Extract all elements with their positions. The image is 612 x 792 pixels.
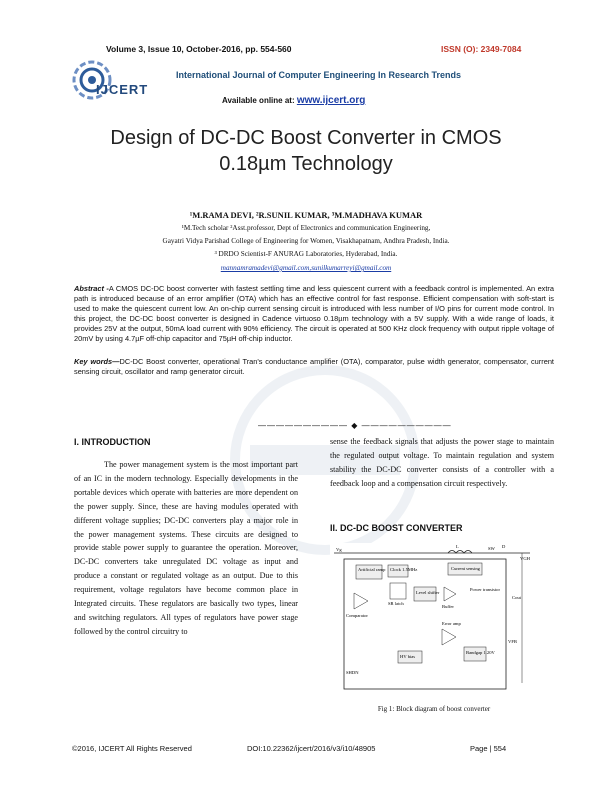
abstract xyxy=(74,284,554,344)
footer-page: Page | 554 xyxy=(470,744,507,753)
label-buffer: Buffer xyxy=(442,604,454,609)
label-power-transistor: Power transistor xyxy=(470,587,500,592)
keywords-text: DC-DC Boost converter, operational Tran's conductance amplifier (OTA), comparator, pulse width generator, compensator, current sensing circuit, oscillator and ramp generator circuit. xyxy=(74,357,554,376)
authors: ¹M.RAMA DEVI, ²R.SUNIL KUMAR, ³M.MADHAVA KUMAR xyxy=(189,210,423,220)
right-column-body xyxy=(330,435,554,491)
label-shdn: SHDN xyxy=(346,670,359,675)
intro-body xyxy=(74,458,298,639)
label-sr-latch: SR latch xyxy=(388,601,404,606)
volume-info: Volume 3, Issue 10, October-2016, pp. 554-560 xyxy=(106,44,292,54)
label-d: D xyxy=(502,544,506,549)
boost-converter-block-diagram xyxy=(330,543,538,703)
intro-heading: I. INTRODUCTION xyxy=(74,437,151,447)
abstract-label: Abstract - xyxy=(74,284,109,293)
label-vg: Vg xyxy=(336,547,342,552)
available-online xyxy=(222,95,365,106)
label-vfb: VFB xyxy=(508,639,517,644)
label-sw: SW xyxy=(488,546,495,551)
label-comparator: Comparator xyxy=(346,613,368,618)
journal-name: International Journal of Computer Engineering In Research Trends xyxy=(176,70,462,80)
affiliation-3: ³ DRDO Scientist-F ANURAG Laboratories, Hyderabad, India. xyxy=(214,250,398,258)
label-clock: Clock 1.5MHz xyxy=(390,567,418,572)
abstract-text: A CMOS DC-DC boost converter with fastest settling time and less quiescent current with a feedback control is implemented. An extra path is introduced because of an error amplifier (OTA) which has an effective control for fast response. Efficient compensation with soft-start is used to make the quiescent current low. An on-chip current sensing circuit is introduced with less number of I/O pins for current mode control. In this project, the DC-DC boost converter is designed in Cadence virtuoso 0.18µm technology with a 5V supply. With a wide range of loads, it provides 25V at the output, 50mA load current with 90% efficiency. The circuit is operated at 500 KHz clock frequency with output ripple voltage of 20mV by using 4.7µF off-chip capacitor and 75µH off-chip inductor. xyxy=(74,284,555,343)
title-line-1: Design of DC-DC Boost Converter in CMOS xyxy=(110,127,502,149)
label-vgh-out: VGH xyxy=(520,556,530,561)
right-paragraph: sense the feedback signals that adjusts the power stage to maintain the regulated output voltage. To maintain regulation and system stability the DC-DC converter consists of a controller with a feedback loop and a compensation circuit respectively. xyxy=(330,437,554,488)
available-label: Available online at: xyxy=(222,96,295,105)
label-hv-bias: HV bias xyxy=(400,654,416,659)
author-emails[interactable]: mannamramadevi@gmail.com,sunilkumarreyi@gmail.com xyxy=(220,264,392,272)
footer-copyright: ©2016, IJCERT All Rights Reserved xyxy=(72,744,192,753)
label-l: L xyxy=(456,544,459,549)
section-divider: —————————— ◆ —————————— xyxy=(258,421,452,430)
footer-doi: DOI:10.22362/ijcert/2016/v3/i10/48905 xyxy=(247,744,376,753)
title-line-2: 0.18µm Technology xyxy=(219,153,393,175)
affiliation-2: Gayatri Vidya Parishad College of Engineering for Women, Visakhapatnam, Andhra Pradesh, India. xyxy=(162,237,450,245)
intro-paragraph: The power management system is the most important part of an IC in the modern technology. Especially developments in the portable devices which operate with batteries are more dependent on the power supply. Since, these are having modules operated with different voltage supplies; DC-DC converters play a major role in the power management systems. These circuits are designed to provide stable power supply to guarantee the operation. Moreover, DC-DC converters take unregulated DC voltage as input and produce a constant or regulated voltage as an output. Due to this requirement, voltage regulators have become common place in Integrated circuits. These regulators are basically two types, linear and switching regulators. All types of regulators have power stage followed by the control circuitry to xyxy=(74,460,298,636)
affiliation-1: ¹M.Tech scholar ²Asst.professor, Dept of Electronics and communication Engineering, xyxy=(181,224,431,232)
keywords xyxy=(74,357,554,377)
label-cout: Cout xyxy=(512,595,521,600)
keywords-label: Key words— xyxy=(74,357,120,366)
label-artificial-ramp: Artificial ramp xyxy=(358,567,386,572)
boost-heading: II. DC-DC BOOST CONVERTER xyxy=(330,523,463,533)
label-bandgap: Bandgap 1.20V xyxy=(466,650,495,655)
paper-title xyxy=(60,125,552,177)
journal-url-link[interactable]: www.ijcert.org xyxy=(296,95,366,106)
issn: ISSN (O): 2349-7084 xyxy=(441,44,522,54)
label-error-amp: Error amp xyxy=(442,621,461,626)
label-current-sensing: Current sensing xyxy=(451,566,480,571)
label-level-shifter: Level shifter xyxy=(416,590,440,595)
figure-caption: Fig 1: Block diagram of boost converter xyxy=(377,705,491,713)
logo-text: IJCERT xyxy=(96,82,149,97)
